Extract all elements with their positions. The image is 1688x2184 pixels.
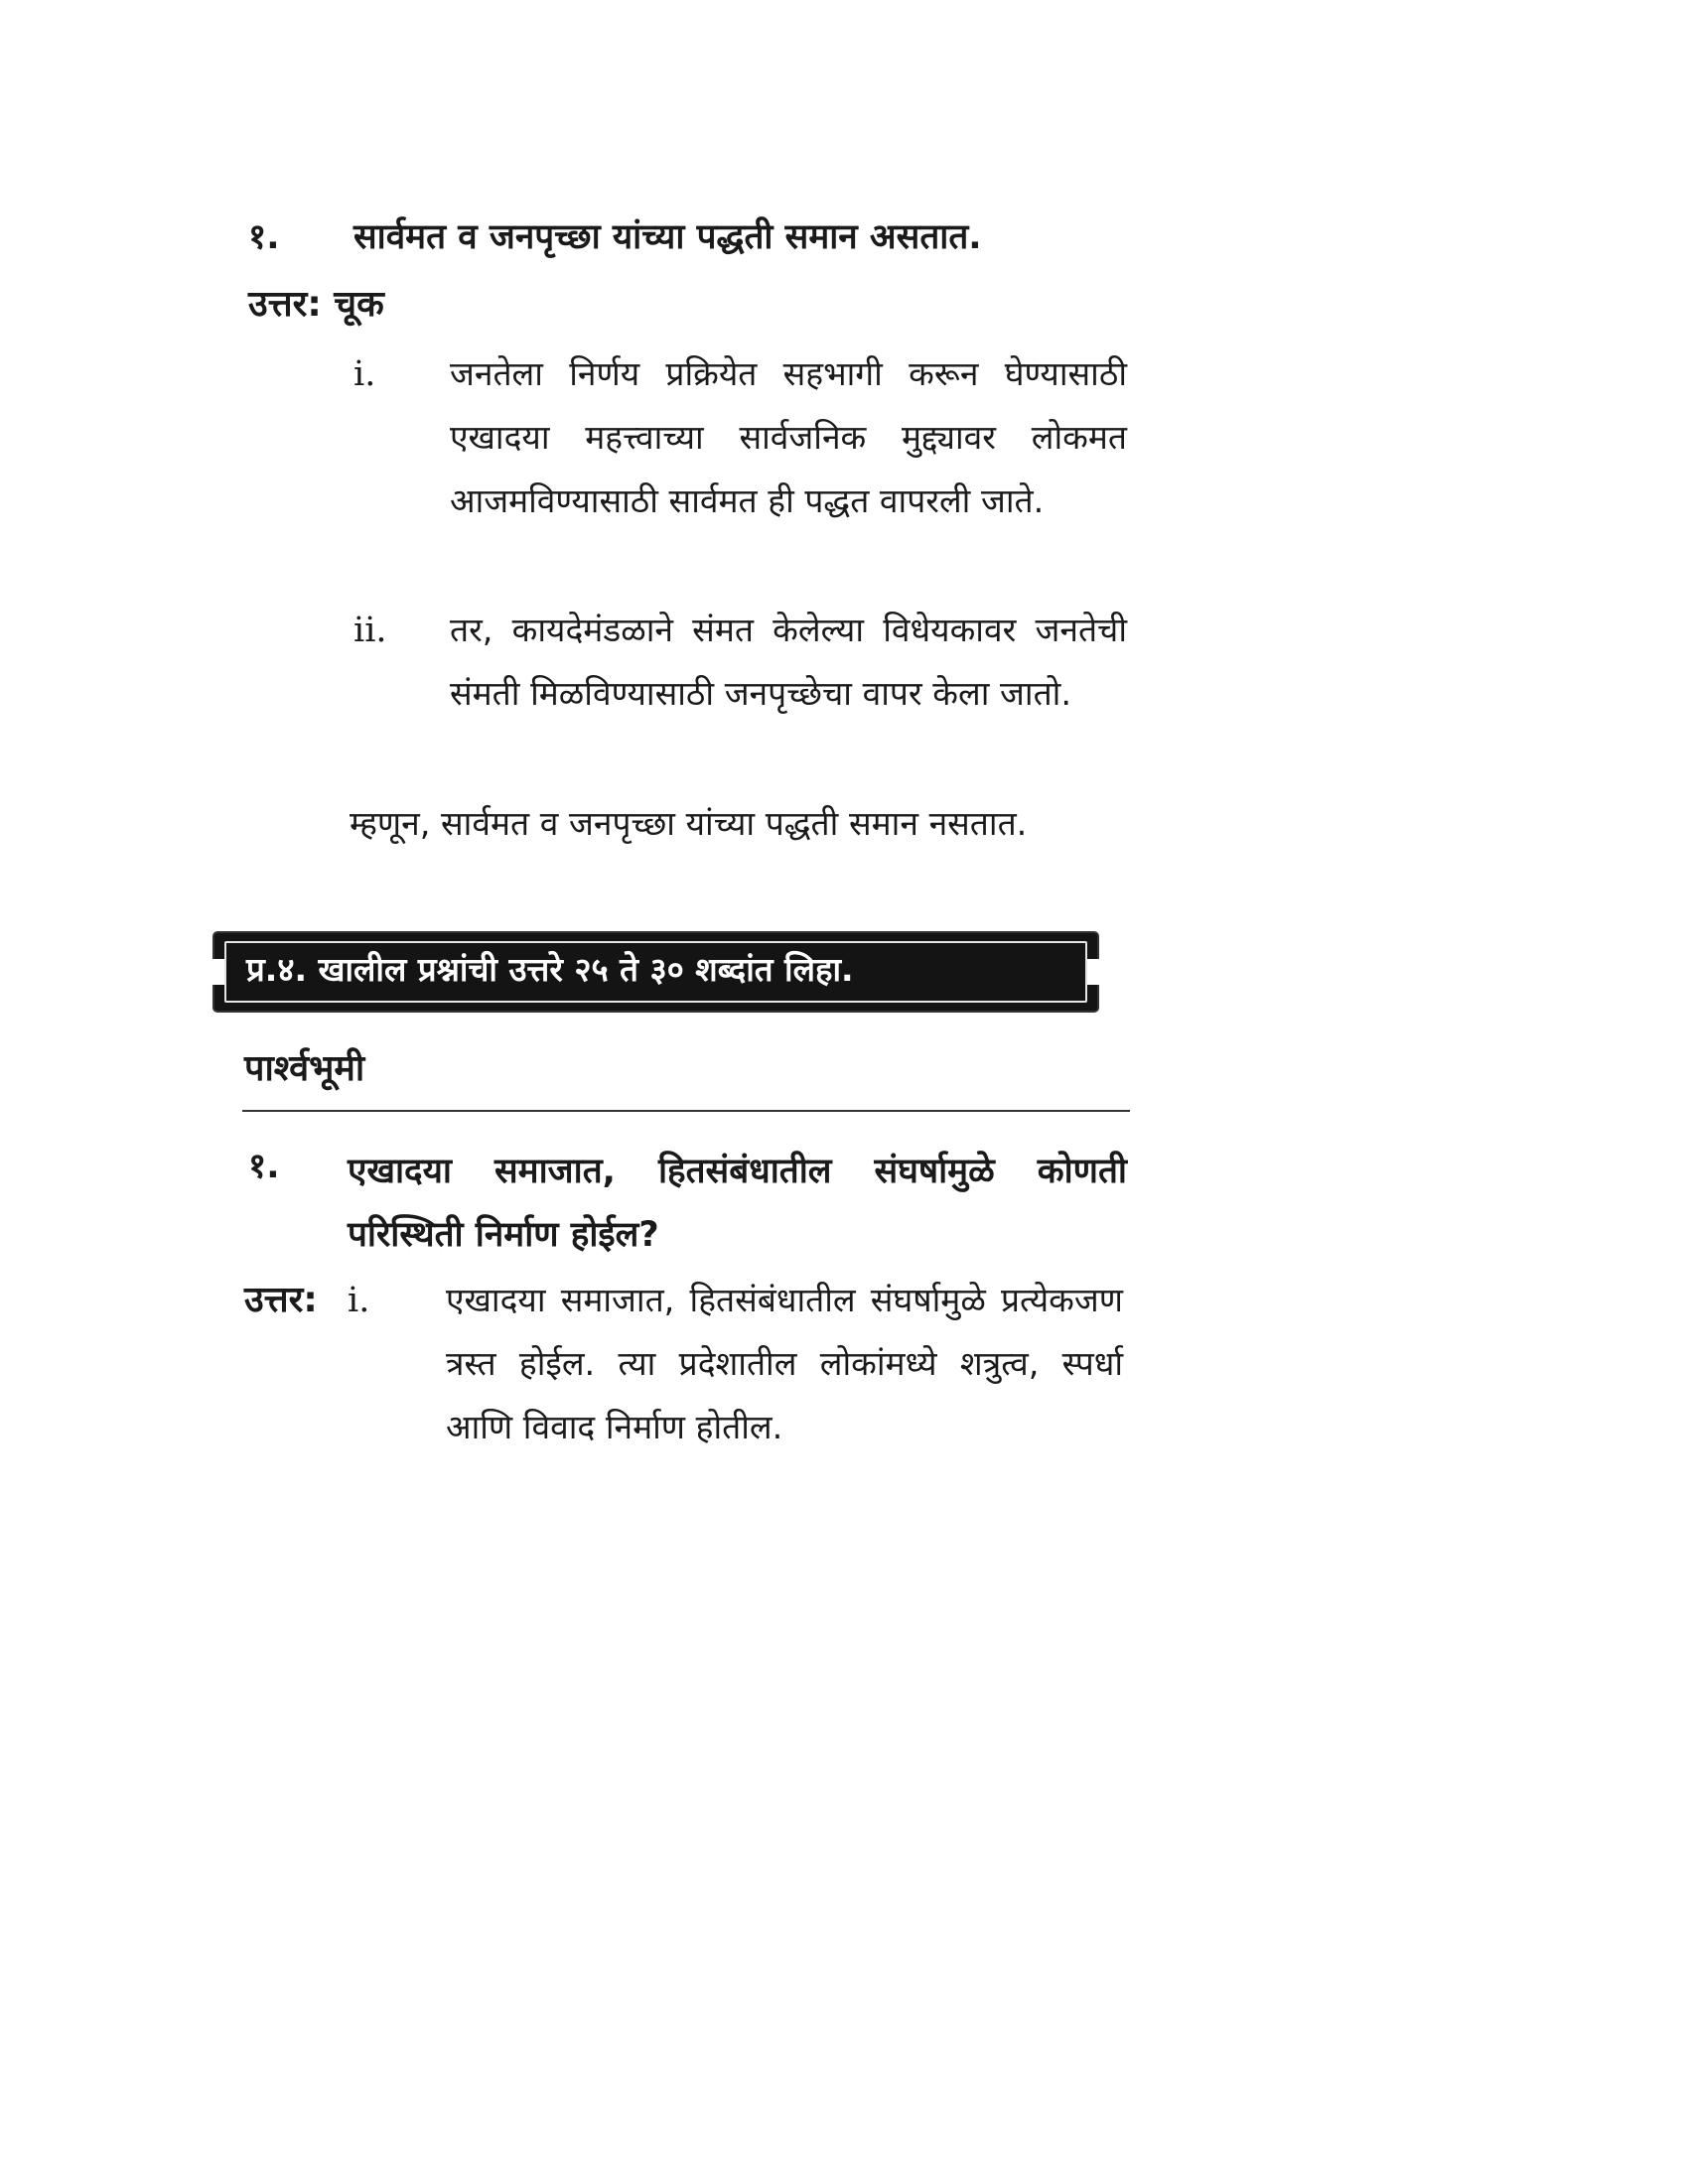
question-number: १. [248,1147,280,1186]
section-banner [214,933,1097,1011]
point-marker: i. [353,354,376,394]
section-title: प्र.४. खालील प्रश्नांची उत्तरे २५ ते ३० शब्दांत लिहा. [246,950,854,989]
point-marker: i. [348,1281,370,1320]
question-number: १. [248,217,280,257]
section-subheading: पार्श्वभूमी [244,1048,365,1089]
answer-conclusion: म्हणून, सार्वमत व जनपृच्छा यांच्या पद्धती समान नसतात. [350,804,1028,843]
banner-notch-right [1085,959,1099,985]
answer-point: जनतेला निर्णय प्रक्रियेत सहभागी करून घेण्यासाठी एखादया महत्त्वाच्या सार्वजनिक मुद्द्यावर लोकमत आजमविण्यासाठी सार्वमत ही पद्धत वापरली जाते. [450,354,1127,520]
answer-label: उत्तर: चूक [248,284,384,325]
answer-point: तर, कायदेमंडळाने संमत केलेल्या विधेयकावर जनतेची संमती मिळविण्यासाठी जनपृच्छेचा वापर केला जातो. [450,611,1127,713]
question-text: एखादया समाजात, हितसंबंधातील संघर्षामुळे कोणती परिस्थिती निर्माण होईल? [348,1152,1127,1255]
answer-label: उत्तर: [244,1280,318,1320]
point-marker: ii. [353,611,387,650]
answer-point: एखादया समाजात, हितसंबंधातील संघर्षामुळे प्रत्येकजण त्रस्त होईल. त्या प्रदेशातील लोकांमध्ये शत्रुत्व, स्पर्धा आणि विवाद निर्माण होतील. [446,1281,1123,1446]
heading-underline [242,1110,1130,1112]
question-text: सार्वमत व जनपृच्छा यांच्या पद्धती समान असतात. [353,217,982,257]
